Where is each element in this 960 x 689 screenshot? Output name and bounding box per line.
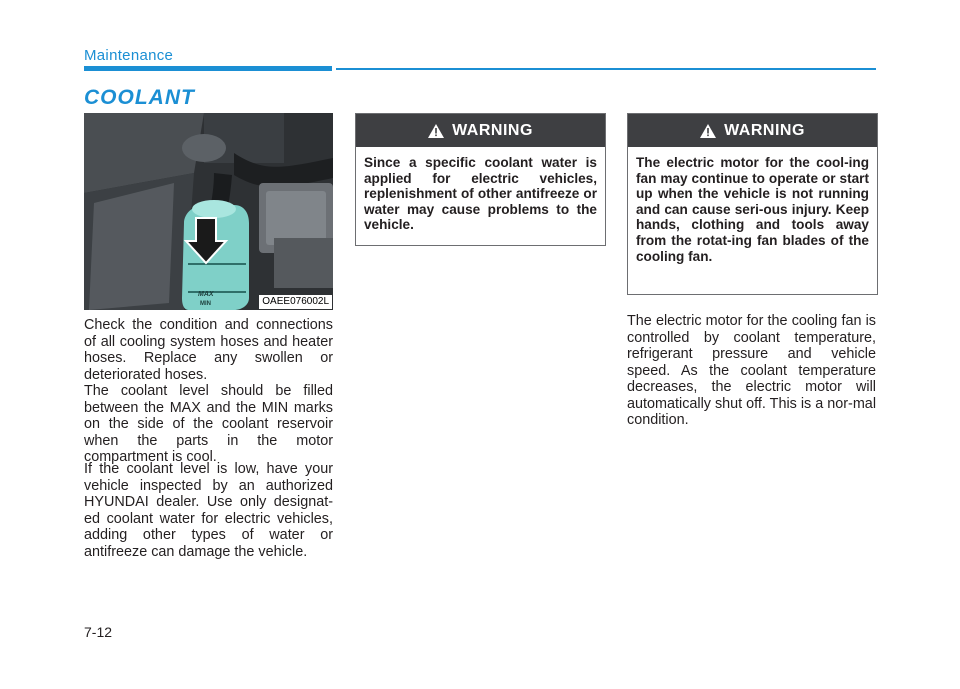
figure-code: OAEE076002L bbox=[259, 295, 332, 309]
header-rule-thin bbox=[336, 68, 876, 70]
left-paragraph-2: The coolant level should be filled between the MAX and the MIN marks on the side of the coolant reservoir when the parts in the motor compartment is cool. bbox=[84, 383, 333, 465]
warning-header bbox=[628, 114, 877, 147]
left-paragraph-3: If the coolant level is low, have your vehicle inspected by an authorized HYUNDAI dealer. Use only designat-ed coolant water for electric vehicles, adding other types of water or antifreeze can damage the vehicle. bbox=[84, 461, 333, 560]
photo-max-label: MAX bbox=[198, 291, 214, 298]
warning-heading: WARNING bbox=[724, 121, 805, 139]
section-label: Maintenance bbox=[84, 47, 174, 64]
warning-box-1 bbox=[355, 113, 606, 246]
engine-bay-illustration bbox=[84, 113, 333, 310]
photo-min-label: MIN bbox=[200, 301, 211, 307]
warning-box-2 bbox=[627, 113, 878, 295]
page-title: COOLANT bbox=[84, 86, 195, 109]
warning-triangle-icon bbox=[428, 124, 444, 138]
warning-header bbox=[356, 114, 605, 147]
left-paragraph-1: Check the condition and connections of all cooling system hoses and heater hoses. Replace any swollen or deteriorated hoses. bbox=[84, 317, 333, 383]
warning-heading: WARNING bbox=[452, 121, 533, 139]
coolant-reservoir-photo bbox=[84, 113, 333, 310]
page-number: 7-12 bbox=[84, 624, 113, 640]
warning-text: The electric motor for the cool-ing fan may continue to operate or start up when the vehicle is not running and can cause seri-ous injury. Keep hands, clothing and tools away from the rotat-ing fan blades of the cooling fan. bbox=[636, 155, 869, 264]
warning-triangle-icon bbox=[700, 124, 716, 138]
right-paragraph: The electric motor for the cooling fan is controlled by coolant temperature, refrigerant pressure and vehicle speed. As the coolant temperature decreases, the electric motor will automatically shut off. This is a nor-mal condition. bbox=[627, 313, 877, 428]
header-rule-thick bbox=[84, 66, 332, 71]
warning-text: Since a specific coolant water is applied for electric vehicles, replenishment of other antifreeze or water may cause problems to the vehicle. bbox=[364, 155, 597, 233]
